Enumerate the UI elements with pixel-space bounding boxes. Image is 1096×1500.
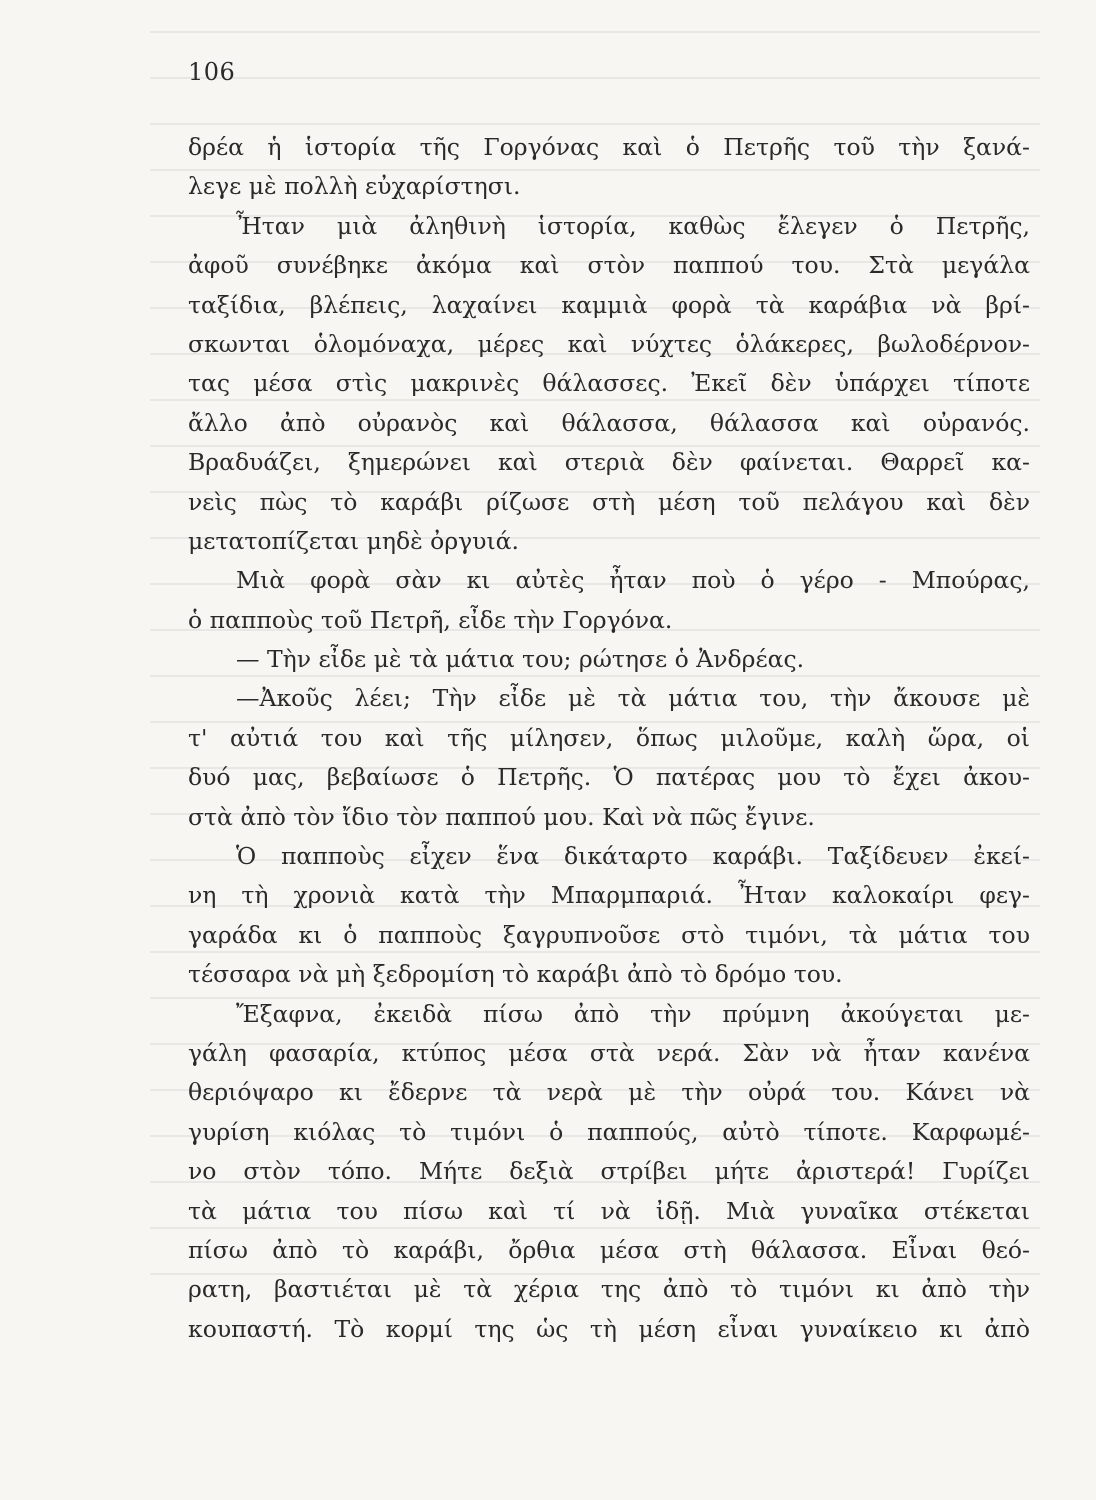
text-line: γάλη φασαρία, κτύπος μέσα στὰ νερά. Σὰν νὰ ἦταν κανένα <box>188 1038 1030 1067</box>
text-line: τας μέσα στὶς μακρινὲς θάλασσες. Ἐκεῖ δὲν ὑπάρχει τίποτε <box>188 369 1030 398</box>
text-line: Ἦταν μιὰ ἀληθινὴ ἱστορία, καθὼς ἔλεγεν ὁ Πετρῆς, <box>236 211 1030 240</box>
text-line: — Τὴν εἶδε μὲ τὰ μάτια του; ρώτησε ὁ Ἀνδρέας. <box>236 645 805 674</box>
text-line: ρατη, βαστιέται μὲ τὰ χέρια της ἀπὸ τὸ τιμόνι κι ἀπὸ τὴν <box>188 1275 1030 1304</box>
text-line: νη τὴ χρονιὰ κατὰ τὴν Μπαρμπαριά. Ἦταν καλοκαίρι φεγ- <box>188 881 1030 910</box>
text-line: τέσσαρα νὰ μὴ ξεδρομίση τὸ καράβι ἀπὸ τὸ δρόμο του. <box>188 960 843 989</box>
text-line: σκωνται ὁλομόναχα, μέρες καὶ νύχτες ὁλάκερες, βωλοδέρνον- <box>188 329 1030 358</box>
page-number: 106 <box>188 58 236 86</box>
text-line: νεὶς πὼς τὸ καράβι ρίζωσε στὴ μέση τοῦ πελάγου καὶ δὲν <box>188 487 1030 516</box>
text-line: θεριόψαρο κι ἔδερνε τὰ νερὰ μὲ τὴν οὐρά του. Κάνει νὰ <box>188 1078 1030 1107</box>
text-line: δρέα ἡ ἱστορία τῆς Γοργόνας καὶ ὁ Πετρῆς τοῦ τὴν ξανά- <box>188 133 1030 161</box>
text-line: πίσω ἀπὸ τὸ καράβι, ὄρθια μέσα στὴ θάλασσα. Εἶναι θεό- <box>188 1235 1030 1264</box>
text-line: ἄλλο ἀπὸ οὐρανὸς καὶ θάλασσα, θάλασσα καὶ οὐρανός. <box>188 408 1030 437</box>
text-line: τ' αὐτιά του καὶ τῆς μίλησεν, ὅπως μιλοῦμε, καλὴ ὥρα, οἱ <box>188 723 1030 752</box>
text-line: κουπαστή. Τὸ κορμί της ὡς τὴ μέση εἶναι γυναίκειο κι ἀπὸ <box>188 1314 1030 1343</box>
text-line: ὁ παπποὺς τοῦ Πετρῆ, εἶδε τὴν Γοργόνα. <box>188 605 673 634</box>
text-line: γυρίση κιόλας τὸ τιμόνι ὁ παππούς, αὐτὸ τίποτε. Καρφωμέ- <box>188 1117 1030 1146</box>
text-line: λεγε μὲ πολλὴ εὐχαρίστησι. <box>188 172 521 201</box>
text-line: γαράδα κι ὁ παπποὺς ξαγρυπνοῦσε στὸ τιμόνι, τὰ μάτια του <box>188 920 1030 949</box>
text-line: —Ἀκοῦς λέει; Τὴν εἶδε μὲ τὰ μάτια του, τὴν ἄκουσε μὲ <box>236 684 1030 713</box>
text-line: μετατοπίζεται μηδὲ ὀργυιά. <box>188 526 520 555</box>
text-line: Μιὰ φορὰ σὰν κι αὐτὲς ἦταν ποὺ ὁ γέρο - Μπούρας, <box>236 566 1030 595</box>
text-line: δυό μας, βεβαίωσε ὁ Πετρῆς. Ὁ πατέρας μου τὸ ἔχει ἀκου- <box>188 763 1030 792</box>
text-line: στὰ ἀπὸ τὸν ἴδιο τὸν παππού μου. Καὶ νὰ πῶς ἔγινε. <box>188 802 815 831</box>
text-line: ταξίδια, βλέπεις, λαχαίνει καμμιὰ φορὰ τὰ καράβια νὰ βρί- <box>188 290 1030 319</box>
text-line: ἀφοῦ συνέβηκε ἀκόμα καὶ στὸν παππού του. Στὰ μεγάλα <box>188 251 1030 280</box>
text-line: Ὁ παπποὺς εἶχεν ἕνα δικάταρτο καράβι. Ταξίδευεν ἐκεί- <box>236 842 1030 871</box>
text-line: τὰ μάτια του πίσω καὶ τί νὰ ἰδῇ. Μιὰ γυναῖκα στέκεται <box>188 1196 1030 1225</box>
text-line: Ἔξαφνα, ἐκειδὰ πίσω ἀπὸ τὴν πρύμνη ἀκούγεται με- <box>236 999 1030 1028</box>
text-line: Βραδυάζει, ξημερώνει καὶ στεριὰ δὲν φαίνεται. Θαρρεῖ κα- <box>188 448 1030 477</box>
text-line: νο στὸν τόπο. Μήτε δεξιὰ στρίβει μήτε ἀριστερά! Γυρίζει <box>188 1157 1030 1186</box>
body-text <box>188 128 1030 1349</box>
